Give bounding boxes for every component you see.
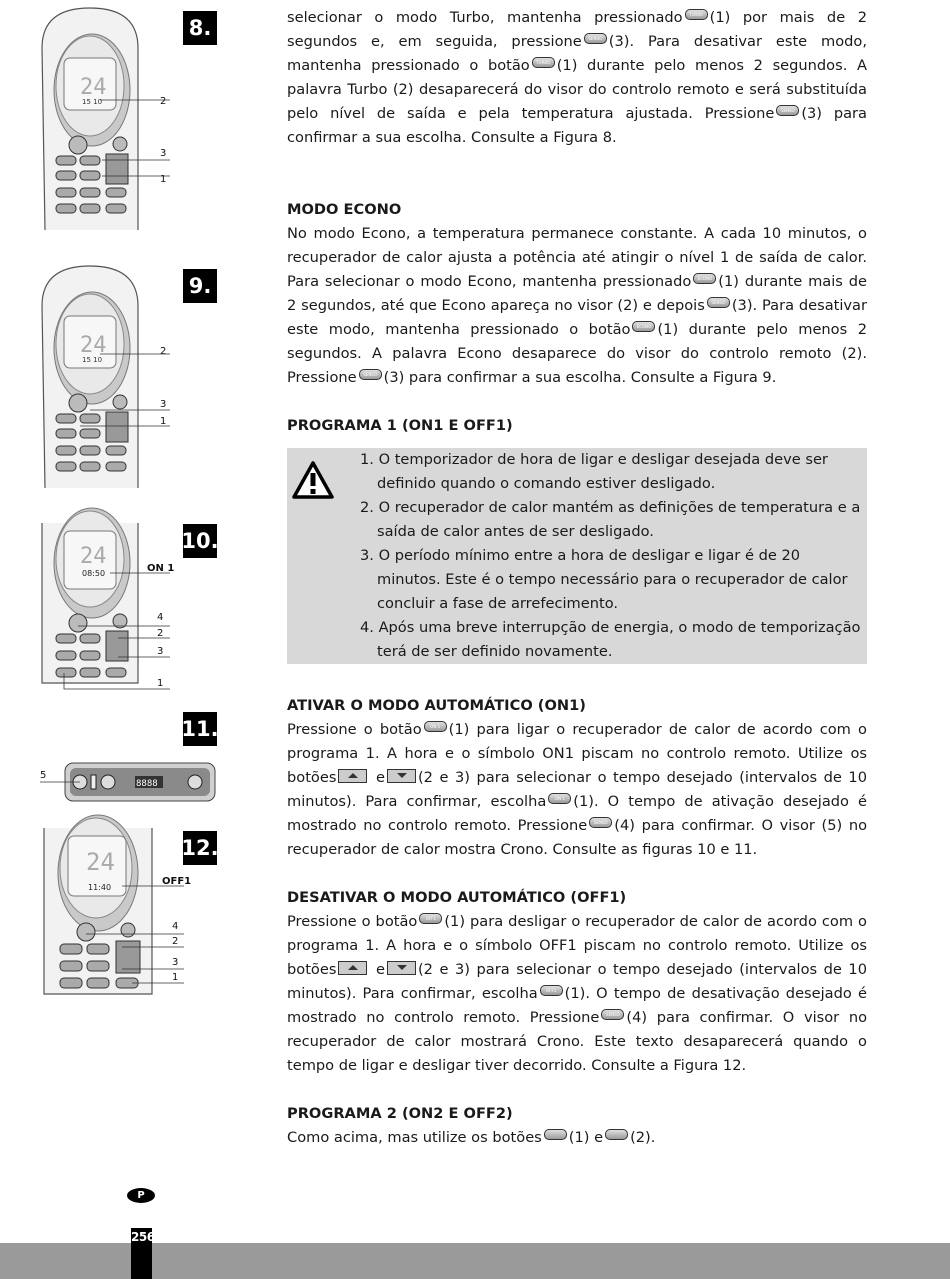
figure-10-number: 10.	[183, 524, 217, 558]
econo-button-icon: ECONO	[632, 321, 655, 332]
program1-heading: PROGRAMA 1 (ON1 E OFF1)	[287, 417, 513, 434]
arrow-up-icon	[338, 769, 367, 783]
program2-heading: PROGRAMA 2 (ON2 E OFF2)	[287, 1105, 513, 1122]
figure-8-remote	[40, 8, 175, 230]
off1-paragraph: Pressione o botão OFF1 (1) para desligar o recuperador de calor de acordo com o programa 1. A hora e o símbolo OFF1 piscam no controlo remoto. Utilize os botões e (2 e 3) para selecionar o tempo desejado (intervalos de 10 minutos). Para confirmar, escolha OFF1 (1). O tempo de desativação desejado é mostrado no controlo remoto. Pressione SENSO (4) para confirmar. O visor no recuperador de calor mostrará Crono. Este texto desaparecerá quando o tempo de ligar e desligar tiver decorrido. Consulte a Figura 12.	[287, 913, 868, 1074]
figure-12-number: 12.	[183, 831, 217, 865]
arrow-down-icon	[387, 769, 416, 783]
senso-button-icon: SENSO	[776, 105, 799, 116]
econo-paragraph: No modo Econo, a temperatura permanece constante. A cada 10 minutos, o recuperador de calor ajusta a potência até atingir o nível 1 de saída de calor. Para selecionar o modo Econo, mantenha pressionado ECONO (1) durante mais de 2 segundos, até que Econo apareça no visor (2) e depois SENSO (3). Para desativar este modo, mantenha pressionado o botão ECONO (1) durante pelo menos 2 segundos. A palavra Econo desaparece do visor do controlo remoto (2). Pressione SENSO (3) para confirmar a sua escolha. Consulte a Figura 9.	[287, 225, 868, 386]
arrow-up-icon	[338, 961, 367, 975]
callout-1: 1	[160, 416, 167, 427]
off1-button-icon: OFF1	[540, 985, 563, 996]
senso-button-icon: SENSO	[707, 297, 730, 308]
callout-3: 3	[172, 957, 179, 968]
callout-1: 1	[172, 972, 179, 983]
intro-paragraph: selecionar o modo Turbo, mantenha pressionado TURBO (1) por mais de 2 segundos e, em seguida, pressione SENSO (3). Para desativar este modo, mantenha pressionado o botão TURBO (1) durante pelo menos 2 segundos. A palavra Turbo (2) desaparecerá do visor do controlo remoto e será substituída pelo nível de saída e pela temperatura ajustada. Pressione SENSO (3) para confirmar a sua escolha. Consulte a Figura 8.	[287, 9, 868, 146]
display-temp: 24	[80, 333, 107, 358]
main-text	[287, 6, 867, 1150]
turbo-button-icon: TURBO	[685, 9, 708, 20]
callout-off1: OFF1	[162, 876, 192, 887]
figure-10-remote	[40, 523, 175, 693]
off1-button-icon: OFF1	[419, 913, 442, 924]
display-temp: 24	[80, 544, 107, 569]
off2-button-icon	[605, 1129, 628, 1140]
callout-2: 2	[160, 96, 167, 107]
warning-item: 4. Após uma breve interrupção de energia, o modo de temporização terá de ser definido novamente.	[360, 619, 861, 660]
page-number: 256	[131, 1230, 155, 1244]
econo-heading: MODO ECONO	[287, 201, 402, 218]
on1-button-icon: ON 1	[548, 793, 571, 804]
callout-2: 2	[160, 346, 167, 357]
display-time: 08:50	[82, 569, 106, 578]
on1-button-icon: ON 1	[424, 721, 447, 732]
warning-item: 2. O recuperador de calor mantém as definições de temperatura e a saída de calor antes de ser desligado.	[360, 499, 861, 540]
display-temp: 24	[86, 848, 115, 876]
program2-paragraph: Como acima, mas utilize os botões (1) e (2).	[287, 1129, 656, 1146]
display-time: 15 10	[82, 356, 103, 364]
callout-on1: ON 1	[147, 563, 175, 574]
figure-11-number: 11.	[183, 712, 217, 746]
display-temp: 24	[80, 75, 107, 100]
warning-item: 1. O temporizador de hora de ligar e desligar desejada deve ser definido quando o comando estiver desligado.	[360, 451, 828, 492]
callout-1: 1	[157, 678, 164, 689]
callout-5: 5	[40, 770, 47, 781]
turbo-button-icon: TURBO	[532, 57, 555, 68]
callout-4: 4	[157, 612, 164, 623]
figure-8-number: 8.	[183, 11, 217, 45]
figure-12-remote	[42, 828, 192, 998]
warning-icon	[291, 460, 335, 500]
callout-3: 3	[157, 646, 164, 657]
language-badge: P	[127, 1188, 155, 1203]
arrow-down-icon	[387, 961, 416, 975]
senso-button-icon: SENSO	[589, 817, 612, 828]
warning-item: 3. O período mínimo entre a hora de desligar e ligar é de 20 minutos. Este é o tempo necessário para o recuperador de calor concluir a fase de arrefecimento.	[360, 547, 848, 612]
panel-display: 8888	[136, 779, 158, 789]
senso-button-icon: SENSO	[359, 369, 382, 380]
figure-11-panel	[40, 760, 220, 808]
callout-1: 1	[160, 174, 167, 185]
figure-9-number: 9.	[183, 269, 217, 303]
senso-button-icon: SENSO	[601, 1009, 624, 1020]
callout-2: 2	[172, 936, 179, 947]
callout-3: 3	[160, 399, 167, 410]
on1-heading: ATIVAR O MODO AUTOMÁTICO (ON1)	[287, 697, 586, 714]
figure-9-remote	[40, 266, 175, 488]
off1-heading: DESATIVAR O MODO AUTOMÁTICO (OFF1)	[287, 889, 627, 906]
display-time: 15 10	[82, 98, 103, 106]
on1-paragraph: Pressione o botão ON 1 (1) para ligar o recuperador de calor de acordo com o programa 1. A hora e o símbolo ON1 piscam no controlo remoto. Utilize os botões e (2 e 3) para selecionar o tempo desejado (intervalos de 10 minutos). Para confirmar, escolha ON 1 (1). O tempo de ativação desejado é mostrado no controlo remoto. Pressione SENSO (4) para confirmar. O visor (5) no recuperador de calor mostra Crono. Consulte as figuras 10 e 11.	[287, 721, 868, 858]
display-time: 11:40	[88, 883, 112, 892]
on2-button-icon	[544, 1129, 567, 1140]
warning-box	[287, 448, 867, 664]
callout-4: 4	[172, 921, 179, 932]
callout-3: 3	[160, 148, 167, 159]
senso-button-icon: SENSO	[584, 33, 607, 44]
econo-button-icon: ECONO	[693, 273, 716, 284]
callout-2: 2	[157, 628, 164, 639]
